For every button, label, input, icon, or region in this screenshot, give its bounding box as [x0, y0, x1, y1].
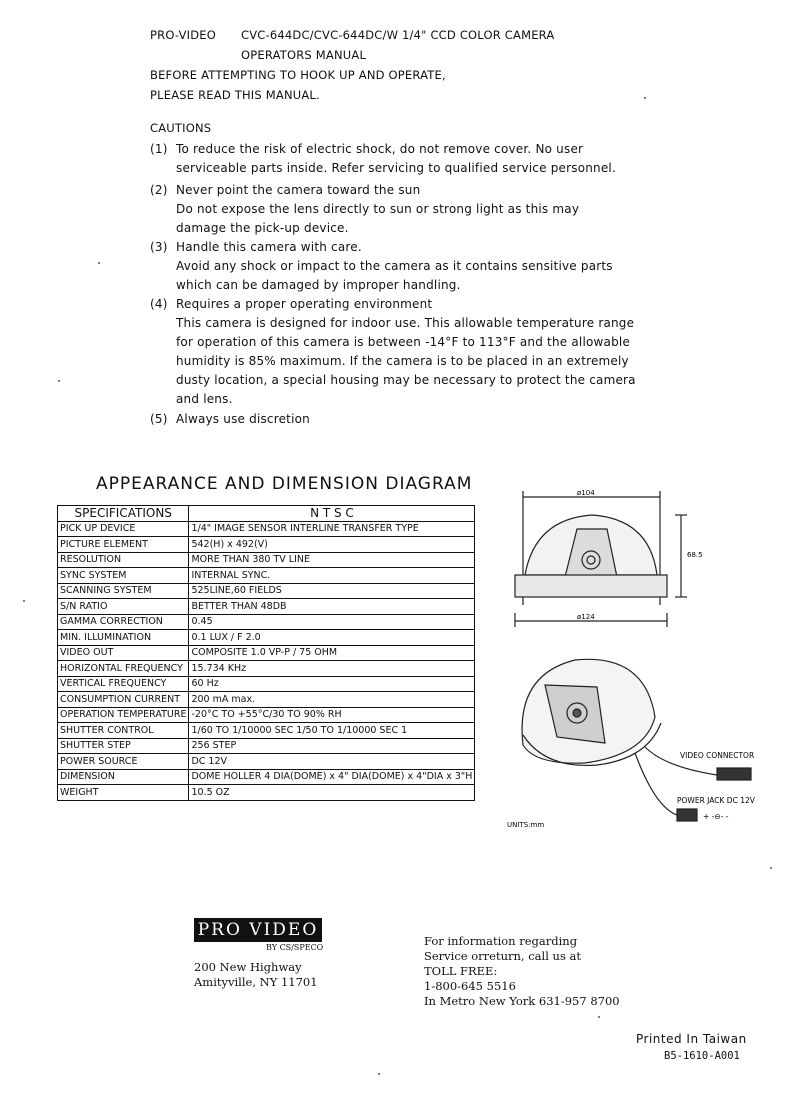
spec-value: MORE THAN 380 TV LINE — [189, 552, 475, 568]
spec-label: POWER SOURCE — [58, 754, 189, 770]
caution-number: (3) — [150, 240, 168, 254]
caution-text-line: which can be damaged by improper handling. — [176, 278, 461, 292]
camera-dimension-drawing — [505, 485, 795, 830]
caution-text-line: To reduce the risk of electric shock, do not remove cover. No user — [176, 142, 584, 156]
spec-value: -20°C TO +55°C/30 TO 90% RH — [189, 707, 475, 723]
caution-text-line: damage the pick-up device. — [176, 221, 349, 235]
spec-label: PICTURE ELEMENT — [58, 537, 189, 553]
spec-value: COMPOSITE 1.0 VP-P / 75 OHM — [189, 645, 475, 661]
specs-header-label: SPECIFICATIONS — [58, 506, 189, 522]
scan-speck — [598, 1016, 600, 1018]
spec-label: GAMMA CORRECTION — [58, 614, 189, 630]
spec-label: SHUTTER STEP — [58, 738, 189, 754]
spec-row — [58, 552, 475, 568]
document-code: B5-1610-A001 — [664, 1050, 740, 1062]
info-line-4: 1-800-645 5516 — [424, 979, 516, 993]
spec-label: OPERATION TEMPERATURE — [58, 707, 189, 723]
video-connector-label: VIDEO CONNECTOR — [680, 751, 755, 760]
scan-speck — [23, 600, 25, 602]
dim-side-label: 68.5 — [687, 551, 703, 559]
info-line-1: For information regarding — [424, 934, 578, 948]
address-line-1: 200 New Highway — [194, 960, 302, 974]
power-jack-label: POWER JACK DC 12V — [677, 796, 755, 805]
caution-text-line: humidity is 85% maximum. If the camera is to be placed in an extremely — [176, 354, 629, 368]
caution-number: (5) — [150, 412, 168, 426]
spec-row — [58, 599, 475, 615]
info-line-3: TOLL FREE: — [424, 964, 498, 978]
specs-header-standard: N T S C — [189, 506, 475, 522]
spec-row — [58, 676, 475, 692]
spec-row — [58, 723, 475, 739]
spec-row — [58, 630, 475, 646]
spec-value: 256 STEP — [189, 738, 475, 754]
specifications-table — [57, 505, 475, 801]
caution-text-line: for operation of this camera is between -14°F to 113°F and the allowable — [176, 335, 631, 349]
caution-text-line: Always use discretion — [176, 412, 310, 426]
scan-speck — [58, 380, 60, 382]
caution-text-line: Never point the camera toward the sun — [176, 183, 421, 197]
caution-text-line: Avoid any shock or impact to the camera as it contains sensitive parts — [176, 259, 613, 273]
spec-row — [58, 537, 475, 553]
cautions-heading: CAUTIONS — [150, 121, 212, 135]
spec-label: HORIZONTAL FREQUENCY — [58, 661, 189, 677]
caution-number: (2) — [150, 183, 168, 197]
caution-number: (1) — [150, 142, 168, 156]
spec-value: 10.5 OZ — [189, 785, 475, 801]
spec-row — [58, 738, 475, 754]
caution-number: (4) — [150, 297, 168, 311]
printed-in-label: Printed In Taiwan — [636, 1032, 747, 1046]
model-line: CVC-644DC/CVC-644DC/W 1/4" CCD COLOR CAMERA — [241, 28, 555, 42]
spec-value: 525LINE,60 FIELDS — [189, 583, 475, 599]
spec-row — [58, 521, 475, 537]
spec-value: 15.734 KHz — [189, 661, 475, 677]
scan-speck — [378, 1073, 380, 1075]
spec-label: SHUTTER CONTROL — [58, 723, 189, 739]
intro-line-2: PLEASE READ THIS MANUAL. — [150, 88, 320, 102]
info-line-5: In Metro New York 631-957 8700 — [424, 994, 620, 1008]
spec-label: VERTICAL FREQUENCY — [58, 676, 189, 692]
caution-text-line: Requires a proper operating environment — [176, 297, 433, 311]
dim-top-label: ø104 — [577, 489, 595, 497]
dim-bottom-label: ø124 — [577, 613, 595, 621]
scan-speck — [770, 867, 772, 869]
spec-value: DC 12V — [189, 754, 475, 770]
polarity-symbol: + -⊖- - — [703, 812, 729, 821]
caution-text-line: Handle this camera with care. — [176, 240, 362, 254]
spec-label: WEIGHT — [58, 785, 189, 801]
spec-row — [58, 583, 475, 599]
spec-row — [58, 785, 475, 801]
intro-line-1: BEFORE ATTEMPTING TO HOOK UP AND OPERATE, — [150, 68, 446, 82]
spec-label: PICK UP DEVICE — [58, 521, 189, 537]
pro-video-logo: PRO VIDEO — [194, 918, 322, 942]
address-line-2: Amityville, NY 11701 — [194, 975, 318, 989]
spec-label: MIN. ILLUMINATION — [58, 630, 189, 646]
spec-row — [58, 769, 475, 785]
spec-value: DOME HOLLER 4 DIA(DOME) x 4" DIA(DOME) x 4"DIA x 3"H — [189, 769, 475, 785]
spec-row — [58, 692, 475, 708]
spec-label: VIDEO OUT — [58, 645, 189, 661]
spec-value: 200 mA max. — [189, 692, 475, 708]
spec-row — [58, 614, 475, 630]
spec-value: 0.45 — [189, 614, 475, 630]
spec-label: S/N RATIO — [58, 599, 189, 615]
logo-subtitle: BY CS/SPECO — [266, 943, 324, 952]
spec-value: INTERNAL SYNC. — [189, 568, 475, 584]
spec-row — [58, 707, 475, 723]
spec-label: DIMENSION — [58, 769, 189, 785]
spec-label: SCANNING SYSTEM — [58, 583, 189, 599]
diagram-title: APPEARANCE AND DIMENSION DIAGRAM — [96, 474, 473, 494]
caution-text-line: This camera is designed for indoor use. This allowable temperature range — [176, 316, 635, 330]
spec-label: SYNC SYSTEM — [58, 568, 189, 584]
spec-value: BETTER THAN 48DB — [189, 599, 475, 615]
info-line-2: Service orreturn, call us at — [424, 949, 581, 963]
caution-text-line: Do not expose the lens directly to sun or strong light as this may — [176, 202, 580, 216]
spec-row — [58, 661, 475, 677]
brand-label: PRO-VIDEO — [150, 28, 217, 42]
spec-row — [58, 645, 475, 661]
spec-value: 0.1 LUX / F 2.0 — [189, 630, 475, 646]
manual-title: OPERATORS MANUAL — [241, 48, 367, 62]
caution-text-line: serviceable parts inside. Refer servicing to qualified service personnel. — [176, 161, 616, 175]
caution-text-line: dusty location, a special housing may be necessary to protect the camera — [176, 373, 636, 387]
spec-value: 60 Hz — [189, 676, 475, 692]
spec-row — [58, 754, 475, 770]
spec-row — [58, 568, 475, 584]
spec-label: CONSUMPTION CURRENT — [58, 692, 189, 708]
units-label: UNITS:mm — [507, 821, 545, 829]
scan-speck — [644, 97, 646, 99]
caution-text-line: and lens. — [176, 392, 233, 406]
spec-value: 1/60 TO 1/10000 SEC 1/50 TO 1/10000 SEC 1 — [189, 723, 475, 739]
spec-value: 1/4" IMAGE SENSOR INTERLINE TRANSFER TYPE — [189, 521, 475, 537]
spec-label: RESOLUTION — [58, 552, 189, 568]
scan-speck — [98, 262, 100, 264]
spec-value: 542(H) x 492(V) — [189, 537, 475, 553]
